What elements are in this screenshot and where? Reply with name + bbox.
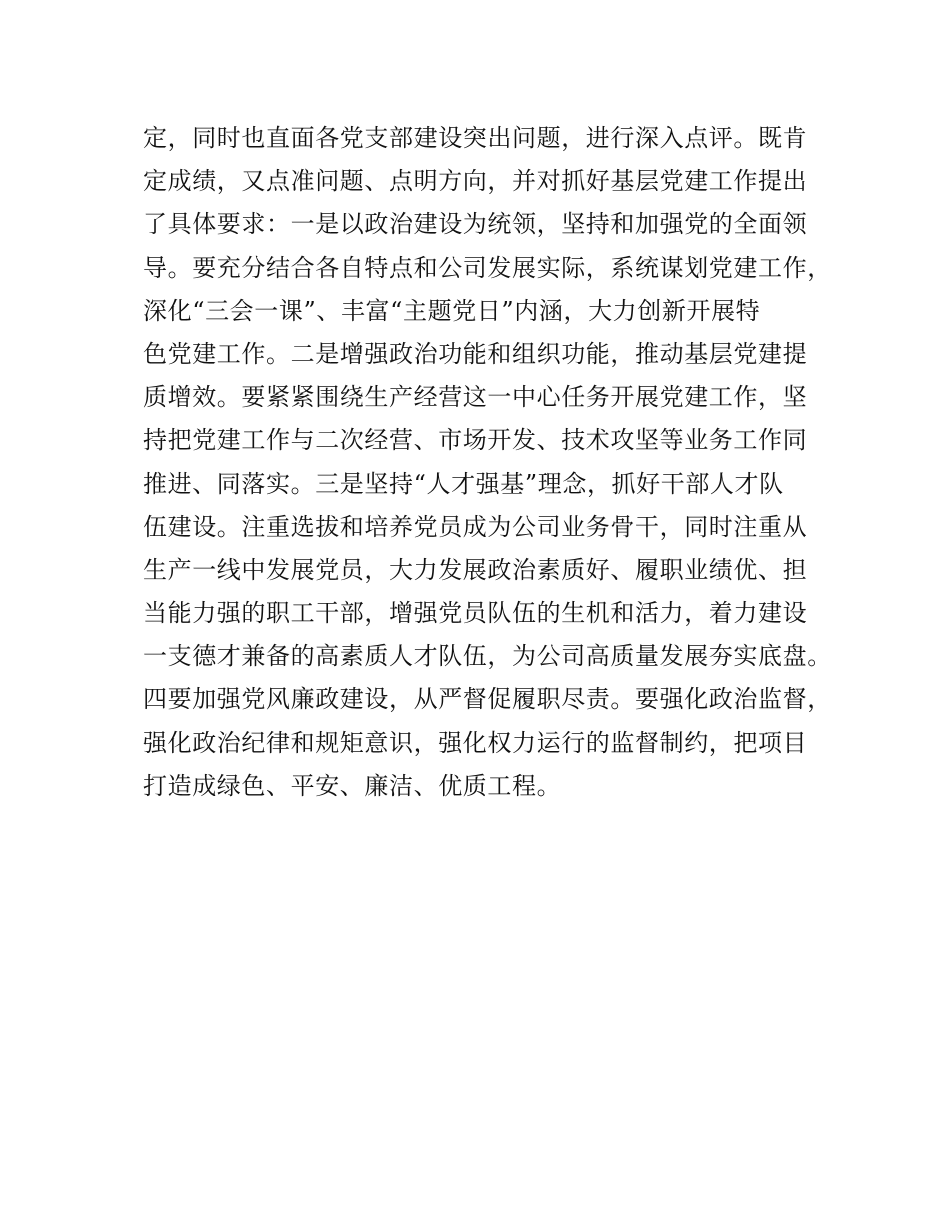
paragraph-line: 色党建工作。二是增强政治功能和组织功能，推动基层党建提	[143, 339, 808, 368]
paragraph-line: 一支德才兼备的高素质人才队伍，为公司高质量发展夯实底盘。	[143, 642, 832, 671]
paragraph-line: 推进、同落实。三是坚持“人才强基”理念，抓好干部人才队	[143, 469, 784, 498]
paragraph-line: 定成绩，又点准问题、点明方向，并对抓好基层党建工作提出	[143, 167, 808, 196]
paragraph-line: 质增效。要紧紧围绕生产经营这一中心任务开展党建工作，坚	[143, 383, 808, 412]
paragraph-line: 了具体要求：一是以政治建设为统领，坚持和加强党的全面领	[143, 210, 808, 239]
body-paragraph	[143, 117, 843, 808]
paragraph-line: 打造成绿色、平安、廉洁、优质工程。	[143, 771, 562, 800]
paragraph-line: 生产一线中发展党员，大力发展政治素质好、履职业绩优、担	[143, 555, 808, 584]
paragraph-line: 持把党建工作与二次经营、市场开发、技术攻坚等业务工作同	[143, 426, 808, 455]
paragraph-line: 伍建设。注重选拔和培养党员成为公司业务骨干，同时注重从	[143, 512, 808, 541]
paragraph-line: 深化“三会一课”、丰富“主题党日”内涵，大力创新开展特	[143, 296, 761, 325]
paragraph-line: 四要加强党风廉政建设，从严督促履职尽责。要强化政治监督，	[143, 685, 832, 714]
paragraph-line: 定，同时也直面各党支部建设突出问题，进行深入点评。既肯	[143, 124, 808, 152]
paragraph-line: 强化政治纪律和规矩意识，强化权力运行的监督制约，把项目	[143, 728, 808, 757]
paragraph-line: 当能力强的职工干部，增强党员队伍的生机和活力，着力建设	[143, 599, 808, 628]
paragraph-line: 导。要充分结合各自特点和公司发展实际，系统谋划党建工作，	[143, 253, 832, 282]
